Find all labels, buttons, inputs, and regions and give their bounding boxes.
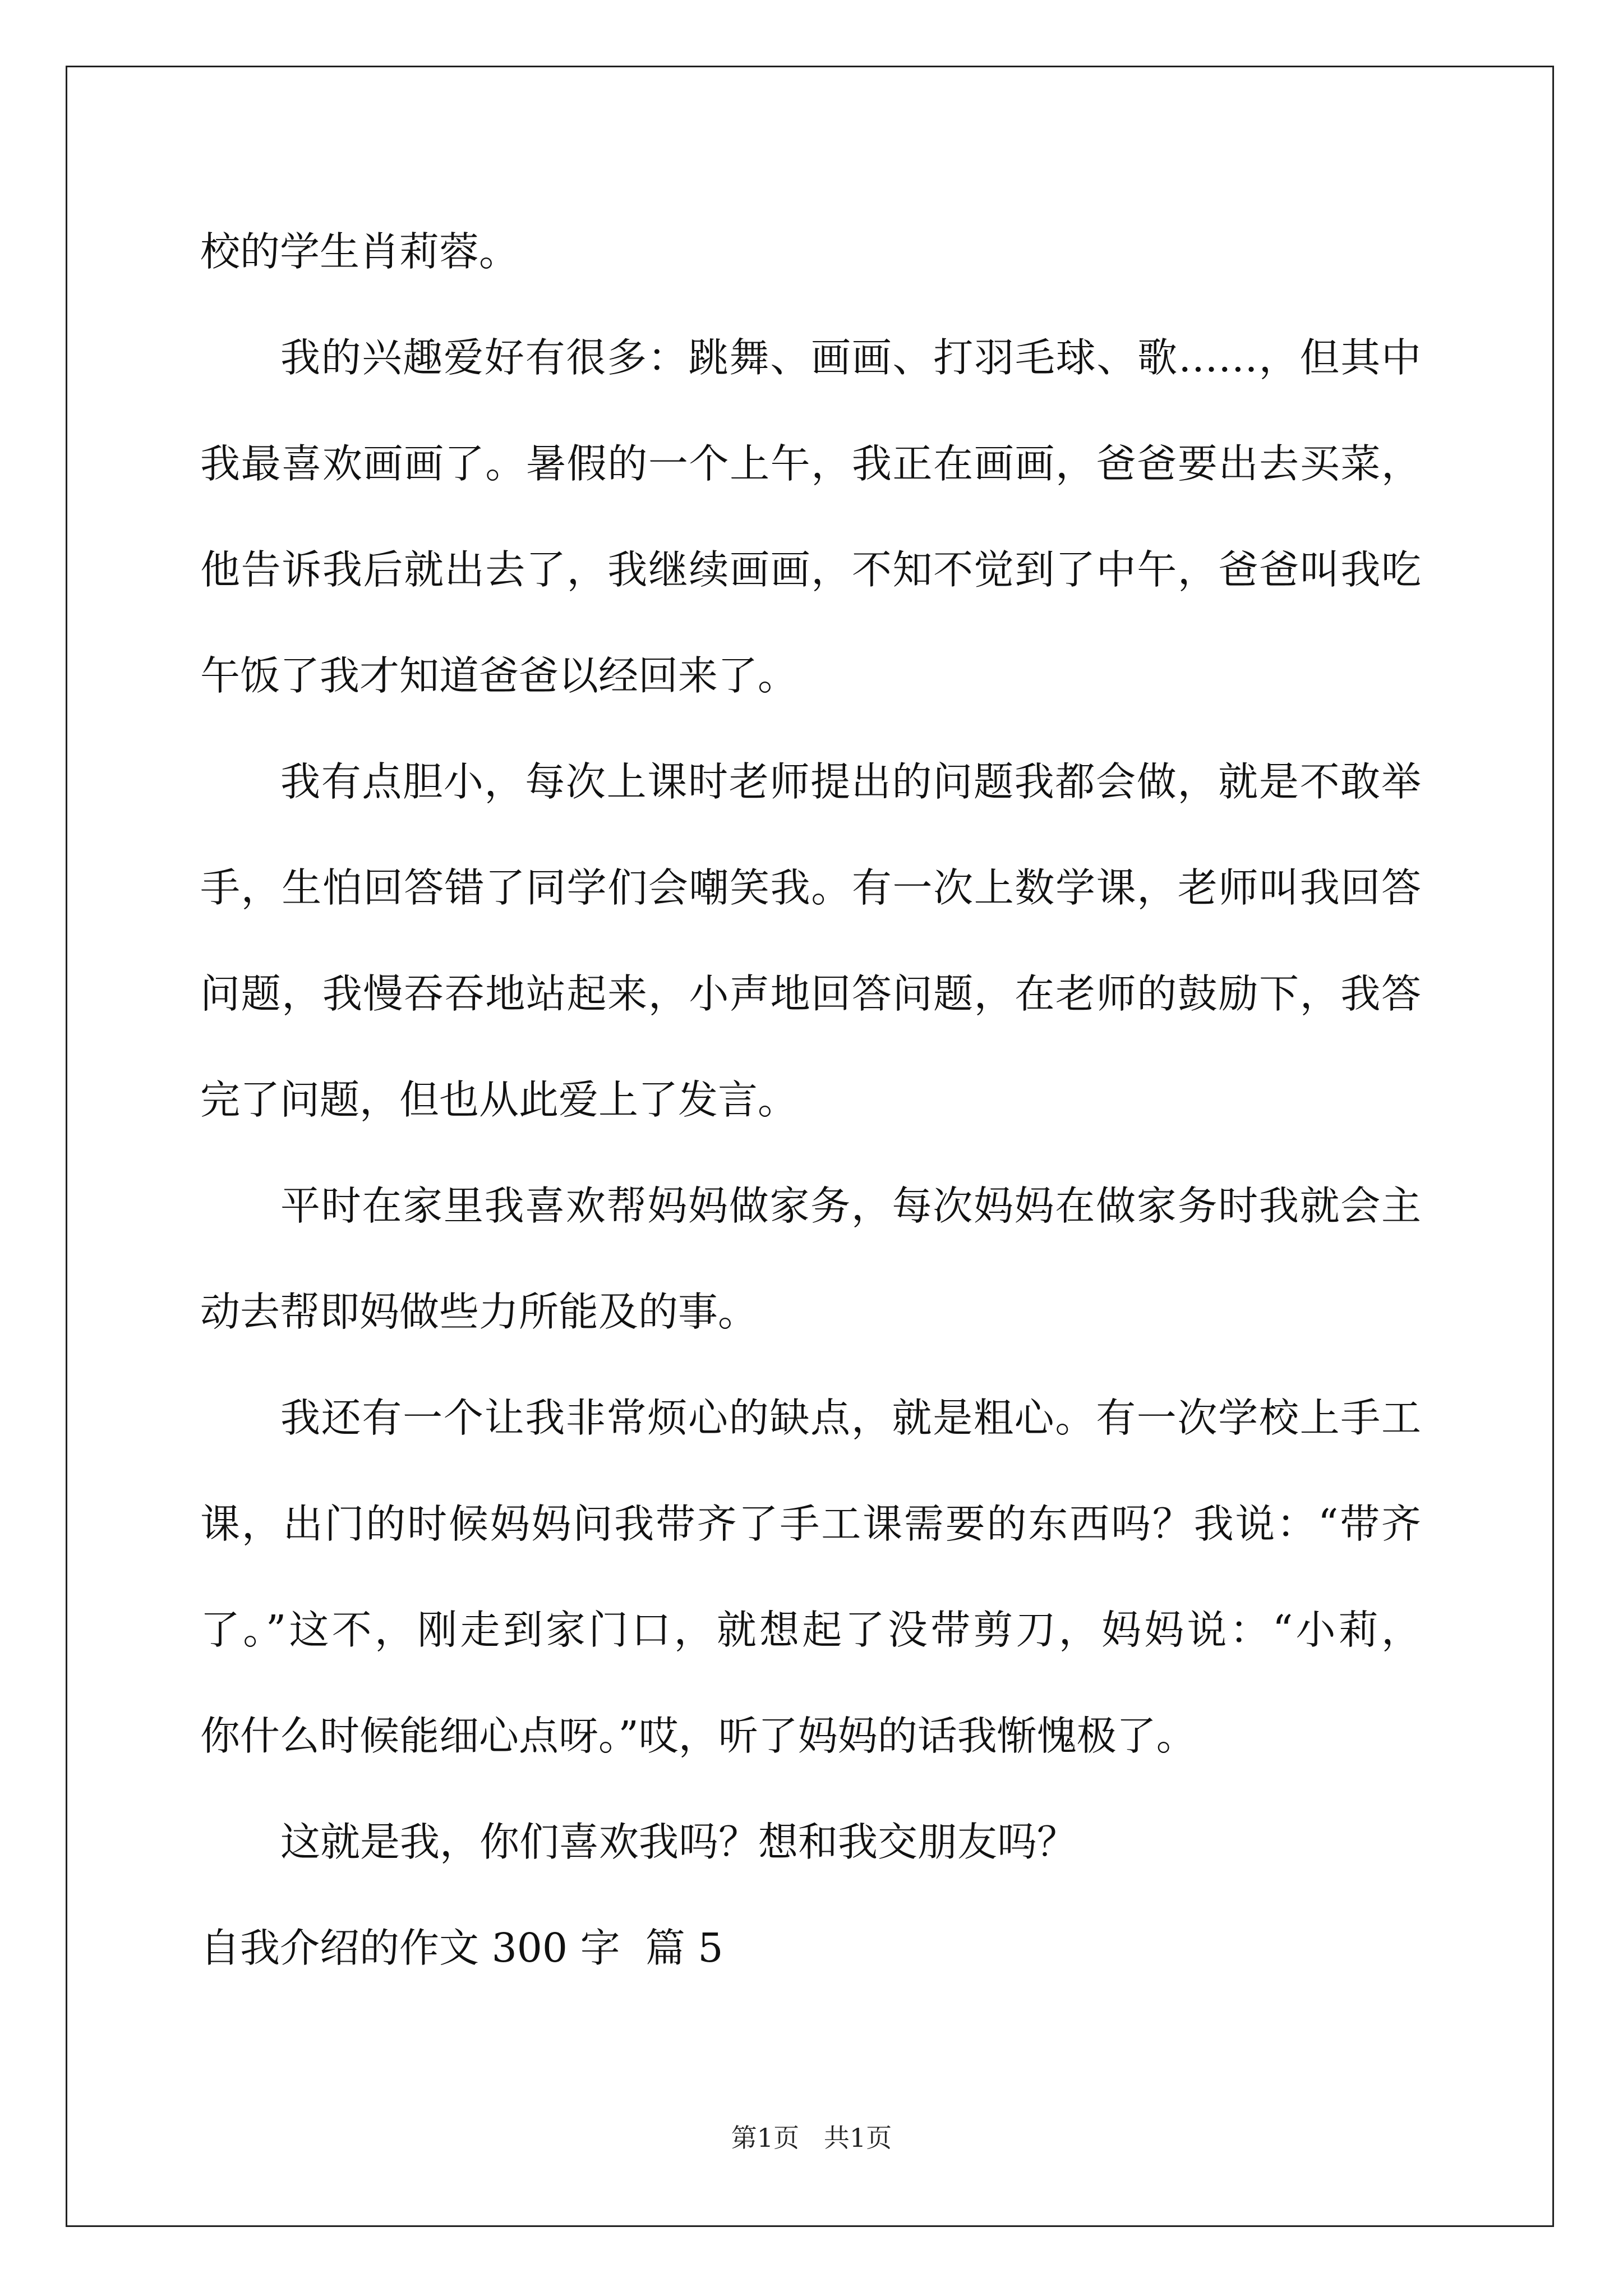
text-line: 课，出门的时候妈妈问我带齐了手工课需要的东西吗？我说：“带齐	[200, 1501, 1421, 1547]
text-line: 平时在家里我喜欢帮妈妈做家务，每次妈妈在做家务时我就会主	[280, 1182, 1421, 1229]
text-line: 完了问题，但也从此爱上了发言。	[200, 1076, 798, 1123]
paragraph	[200, 1153, 1421, 1365]
text-line: 我的兴趣爱好有很多：跳舞、画画、打羽毛球、歌……，但其中	[280, 334, 1421, 381]
text-line: 问题，我慢吞吞地站起来，小声地回答问题，在老师的鼓励下，我答	[200, 970, 1421, 1017]
text-line: 你什么时候能细心点呀。”哎，听了妈妈的话我惭愧极了。	[200, 1713, 1196, 1759]
text-line: 了。”这不，刚走到家门口，就想起了没带剪刀，妈妈说：“小莉，	[200, 1607, 1421, 1653]
paragraph	[200, 1789, 1421, 1895]
text-line: 我还有一个让我非常烦心的缺点，就是粗心。有一次学校上手工	[280, 1395, 1421, 1441]
paragraph	[200, 729, 1421, 1153]
text-line: 他告诉我后就出去了，我继续画画，不知不觉到了中午，爸爸叫我吃	[200, 546, 1421, 593]
text-line: 这就是我，你们喜欢我吗？想和我交朋友吗？	[280, 1819, 1077, 1865]
document-body	[200, 199, 1421, 2001]
section-heading: 自我介绍的作文 300 字 篇 5	[200, 1925, 723, 1971]
page-footer: 第1页 共1页	[731, 2123, 892, 2153]
paragraph	[200, 199, 1421, 305]
paragraph	[200, 305, 1421, 729]
text-line: 动去帮即妈做些力所能及的事。	[200, 1289, 758, 1335]
text-line: 校的学生肖莉蓉。	[200, 228, 519, 275]
text-line: 我最喜欢画画了。暑假的一个上午，我正在画画，爸爸要出去买菜，	[200, 440, 1421, 487]
text-line: 我有点胆小，每次上课时老师提出的问题我都会做，就是不敢举	[280, 758, 1421, 805]
paragraph	[200, 1365, 1421, 1789]
text-line: 午饭了我才知道爸爸以经回来了。	[200, 652, 798, 699]
text-line: 手，生怕回答错了同学们会嘲笑我。有一次上数学课，老师叫我回答	[200, 864, 1421, 911]
